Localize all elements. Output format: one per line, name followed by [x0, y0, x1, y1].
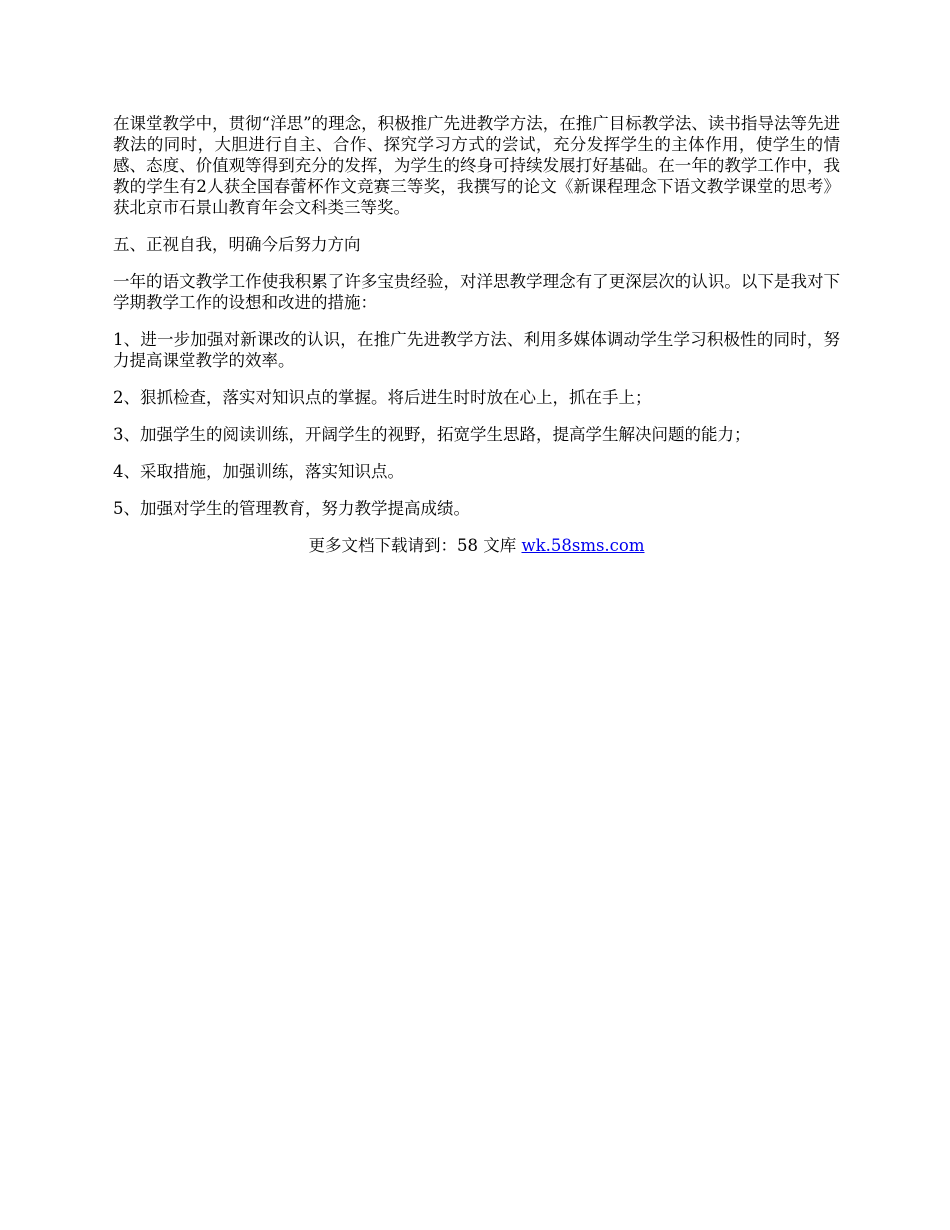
- list-item: 3、加强学生的阅读训练，开阔学生的视野，拓宽学生思路，提高学生解决问题的能力；: [113, 425, 751, 444]
- body-paragraph: 在课堂教学中，贯彻“洋思”的理念，积极推广先进教学方法，在推广目标教学法、读书指导法等先进教法的同时，大胆进行自主、合作、探究学习方式的尝试，充分发挥学生的主体作用，使学生的情感、态度、价值观等得到充分的发挥，为学生的终身可持续发展打好基础。在一年的教学工作中，我教的学生有2人获全国春蕾杯作文竞赛三等奖，我撰写的论文《新课程理念下语文教学课堂的思考》获北京市石景山教育年会文科类三等奖。: [113, 114, 840, 217]
- body-paragraph: 一年的语文教学工作使我积累了许多宝贵经验，对洋思教学理念有了更深层次的认识。以下是我对下学期教学工作的设想和改进的措施：: [113, 272, 840, 312]
- footer-text: 更多文档下载请到：58 文库: [308, 536, 522, 555]
- list-item: 1、进一步加强对新课改的认识，在推广先进教学方法、利用多媒体调动学生学习积极性的同时，努力提高课堂教学的效率。: [113, 330, 840, 370]
- footer: [113, 535, 840, 556]
- list-item: 5、加强对学生的管理教育，努力教学提高成绩。: [113, 499, 470, 518]
- document-page: [113, 113, 840, 556]
- section-heading: 五、正视自我，明确今后努力方向: [113, 235, 361, 254]
- footer-link[interactable]: wk.58sms.com: [521, 536, 645, 555]
- list-item: 2、狠抓检查，落实对知识点的掌握。将后进生时时放在心上，抓在手上；: [113, 388, 652, 407]
- list-item: 4、采取措施，加强训练，落实知识点。: [113, 462, 404, 481]
